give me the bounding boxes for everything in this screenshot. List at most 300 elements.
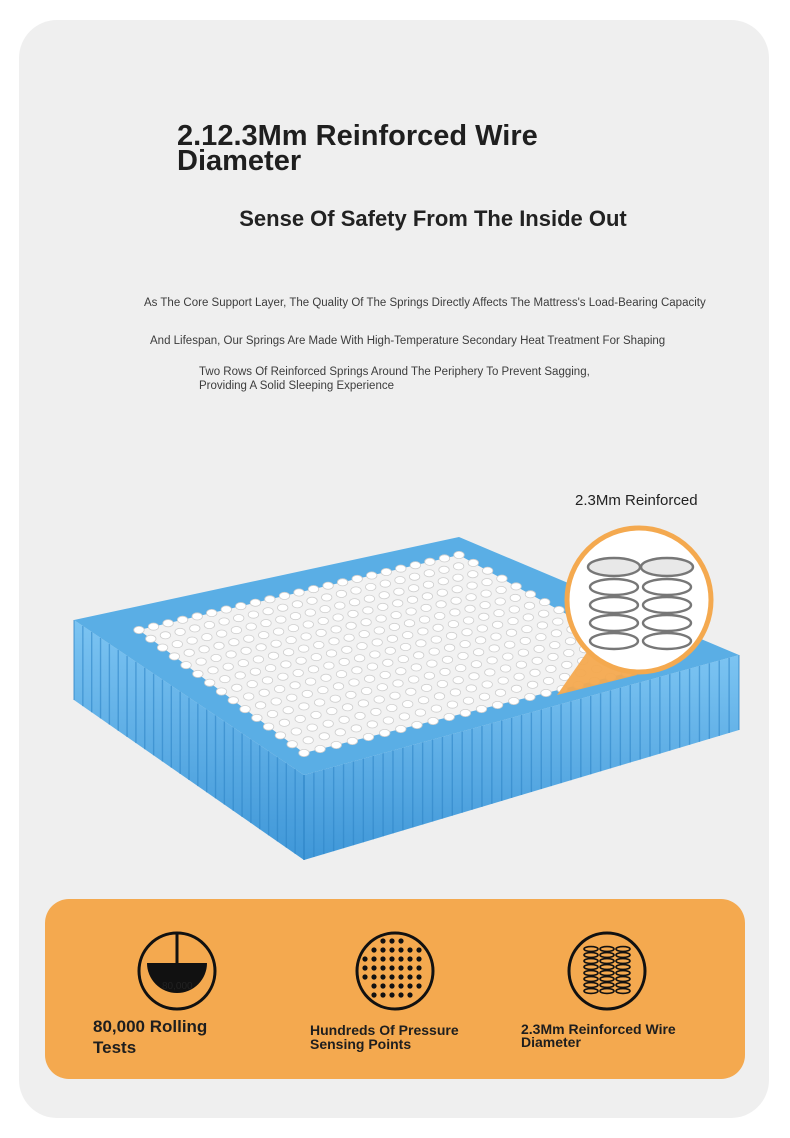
pocket-spring	[256, 644, 266, 651]
pocket-spring	[324, 662, 334, 669]
pocket-spring	[423, 581, 433, 588]
pocket-spring	[500, 665, 510, 672]
pocket-spring	[259, 689, 269, 696]
pocket-spring	[446, 632, 456, 639]
pocket-spring	[511, 685, 521, 692]
pocket-spring	[290, 613, 300, 620]
pocket-spring	[495, 689, 505, 696]
pocket-spring	[409, 585, 419, 592]
pocket-spring	[303, 737, 313, 744]
pocket-spring	[537, 622, 547, 629]
coil-turn	[600, 965, 614, 970]
pocket-spring	[409, 676, 419, 683]
pocket-spring	[311, 654, 321, 661]
pocket-spring	[342, 704, 352, 711]
pocket-spring	[363, 607, 373, 614]
pocket-spring	[335, 729, 345, 736]
pocket-spring	[190, 625, 200, 632]
coil-turn	[616, 947, 630, 952]
pocket-spring	[498, 677, 508, 684]
dot	[371, 947, 376, 952]
dot	[398, 956, 403, 961]
pocket-spring	[437, 680, 447, 687]
pocket-spring	[355, 712, 365, 719]
pocket-spring	[336, 671, 346, 678]
pocket-spring	[540, 599, 550, 606]
pocket-spring	[444, 713, 454, 720]
dots-grid-icon	[353, 929, 437, 1013]
dot	[389, 956, 394, 961]
pocket-spring	[146, 635, 156, 642]
pocket-spring	[403, 701, 413, 708]
dot	[371, 974, 376, 979]
pocket-spring	[532, 657, 542, 664]
pocket-spring	[458, 652, 468, 659]
pocket-spring	[319, 733, 329, 740]
pocket-spring	[231, 627, 241, 634]
pocket-spring	[462, 629, 472, 636]
pocket-spring	[265, 596, 275, 603]
zoom-label: 2.3Mm Reinforced	[575, 492, 698, 509]
dot	[362, 974, 367, 979]
pocket-spring	[439, 566, 449, 573]
pocket-spring	[291, 728, 301, 735]
pocket-spring	[187, 637, 197, 644]
coil-turn	[616, 959, 630, 964]
pocket-spring	[333, 683, 343, 690]
pocket-spring	[509, 697, 519, 704]
pocket-spring	[434, 693, 444, 700]
pocket-spring	[232, 684, 242, 691]
pocket-spring	[267, 710, 277, 717]
pocket-spring	[336, 590, 346, 597]
pocket-spring	[463, 697, 473, 704]
dot	[407, 974, 412, 979]
pocket-spring	[238, 660, 248, 667]
pocket-spring	[414, 652, 424, 659]
pocket-spring	[240, 706, 250, 713]
pocket-spring	[503, 653, 513, 660]
pocket-spring	[541, 689, 551, 696]
pocket-spring	[396, 725, 406, 732]
coil-turn	[584, 947, 598, 952]
pocket-spring	[481, 590, 491, 597]
pocket-spring	[433, 624, 443, 631]
pocket-spring	[389, 623, 399, 630]
pocket-spring	[294, 589, 304, 596]
dot	[416, 947, 421, 952]
pocket-spring	[440, 668, 450, 675]
pocket-spring	[287, 741, 297, 748]
coil-turn	[584, 959, 598, 964]
pocket-spring	[292, 601, 302, 608]
pocket-spring	[299, 645, 309, 652]
coil-turn	[584, 971, 598, 976]
pocket-spring	[422, 593, 432, 600]
pocket-spring	[421, 604, 431, 611]
coil-turn	[584, 965, 598, 970]
pocket-spring	[181, 662, 191, 669]
dot	[371, 992, 376, 997]
pocket-spring	[314, 641, 324, 648]
pocket-spring	[473, 649, 483, 656]
pocket-spring	[378, 603, 388, 610]
pocket-spring	[452, 586, 462, 593]
pocket-spring	[534, 645, 544, 652]
pocket-spring	[263, 723, 273, 730]
coil-turn	[616, 983, 630, 988]
dot	[389, 983, 394, 988]
pocket-spring	[279, 592, 289, 599]
pocket-spring	[428, 717, 438, 724]
dot	[398, 938, 403, 943]
pocket-spring	[492, 701, 502, 708]
dot	[407, 965, 412, 970]
pocket-spring	[308, 586, 318, 593]
coil-turn	[600, 989, 614, 994]
dot	[371, 965, 376, 970]
dot	[380, 938, 385, 943]
pocket-spring	[357, 643, 367, 650]
coil-turn	[584, 953, 598, 958]
pocket-spring	[425, 558, 435, 565]
pocket-spring	[518, 649, 528, 656]
dot	[407, 983, 412, 988]
pocket-spring	[250, 599, 260, 606]
pocket-spring	[407, 596, 417, 603]
pocket-spring	[205, 679, 215, 686]
pocket-spring	[286, 637, 296, 644]
pocket-spring	[337, 579, 347, 586]
pocket-spring	[211, 654, 221, 661]
pocket-spring	[511, 583, 521, 590]
coil-turn	[616, 965, 630, 970]
pocket-spring	[421, 684, 431, 691]
pocket-spring	[525, 693, 535, 700]
pocket-spring	[410, 562, 420, 569]
pocket-spring	[439, 555, 449, 562]
dots-grid-pattern	[362, 938, 421, 997]
pocket-spring	[381, 568, 391, 575]
pocket-spring	[380, 729, 390, 736]
pocket-spring	[148, 623, 158, 630]
dot	[380, 974, 385, 979]
feature-1-line-2: Tests	[93, 1038, 137, 1057]
pocket-spring	[482, 681, 492, 688]
feature-wire-diameter	[521, 1023, 711, 1049]
page-title: 2.12.3Mm Reinforced Wire Diameter	[177, 120, 538, 177]
pocket-spring	[244, 693, 254, 700]
feature-3-line-1: 2.3Mm Reinforced Wire	[521, 1021, 676, 1037]
pocket-spring	[456, 665, 466, 672]
pocket-spring	[261, 620, 271, 627]
pocket-spring	[543, 677, 553, 684]
pocket-spring	[479, 693, 489, 700]
pocket-spring	[229, 639, 239, 646]
pocket-spring	[347, 737, 357, 744]
pocket-spring	[305, 678, 315, 685]
dot	[371, 983, 376, 988]
pocket-spring	[393, 600, 403, 607]
pocket-spring	[252, 714, 262, 721]
pressure-gauge-icon	[135, 929, 219, 1013]
pocket-spring	[316, 629, 326, 636]
pocket-spring	[169, 653, 179, 660]
pocket-spring	[415, 709, 425, 716]
dot	[398, 965, 403, 970]
pocket-spring	[244, 635, 254, 642]
pocket-spring	[208, 667, 218, 674]
pocket-spring	[342, 646, 352, 653]
pocket-spring	[311, 711, 321, 718]
pocket-spring	[424, 570, 434, 577]
pocket-spring	[460, 709, 470, 716]
pocket-spring	[450, 609, 460, 616]
pocket-spring	[199, 646, 209, 653]
pocket-spring	[283, 649, 293, 656]
pocket-spring	[330, 695, 340, 702]
feature-pressure-points	[310, 1023, 500, 1051]
pocket-spring	[468, 559, 478, 566]
pocket-spring	[273, 628, 283, 635]
pocket-spring	[475, 637, 485, 644]
pocket-spring	[331, 626, 341, 633]
pocket-spring	[489, 645, 499, 652]
pocket-spring	[460, 641, 470, 648]
pocket-spring	[450, 689, 460, 696]
feature-1-line-1: 80,000 Rolling	[93, 1017, 208, 1036]
pocket-spring	[536, 634, 546, 641]
pocket-spring	[193, 670, 203, 677]
pocket-spring	[271, 698, 281, 705]
pocket-spring	[448, 621, 458, 628]
pocket-spring	[370, 651, 380, 658]
pocket-spring	[409, 573, 419, 580]
pocket-spring	[453, 574, 463, 581]
pocket-spring	[346, 622, 356, 629]
pocket-spring	[216, 688, 226, 695]
pocket-spring	[305, 609, 315, 616]
pocket-spring	[349, 599, 359, 606]
pocket-spring	[406, 608, 416, 615]
pocket-spring	[453, 563, 463, 570]
pocket-spring	[383, 717, 393, 724]
pocket-spring	[351, 587, 361, 594]
coil-turn	[600, 971, 614, 976]
pocket-spring	[380, 580, 390, 587]
pocket-spring	[192, 613, 202, 620]
pocket-spring	[259, 632, 269, 639]
pocket-spring	[234, 615, 244, 622]
dot	[362, 965, 367, 970]
pocket-spring	[485, 669, 495, 676]
pocket-spring	[221, 606, 231, 613]
pocket-spring	[385, 647, 395, 654]
pocket-spring	[290, 682, 300, 689]
pocket-spring	[207, 609, 217, 616]
pocket-spring	[329, 638, 339, 645]
coil-turn	[600, 953, 614, 958]
dot	[389, 947, 394, 952]
pocket-spring	[246, 623, 256, 630]
pocket-spring	[358, 700, 368, 707]
pocket-spring	[396, 565, 406, 572]
pocket-spring	[247, 681, 257, 688]
pocket-spring	[482, 579, 492, 586]
pocket-spring	[134, 626, 144, 633]
pocket-spring	[372, 639, 382, 646]
pocket-spring	[354, 655, 364, 662]
pocket-spring	[466, 594, 476, 601]
pocket-spring	[451, 597, 461, 604]
dot	[398, 974, 403, 979]
pocket-spring	[497, 575, 507, 582]
pocket-spring	[495, 598, 505, 605]
pocket-spring	[514, 673, 524, 680]
dot	[380, 992, 385, 997]
spring-coils-icon	[565, 929, 649, 1013]
pocket-spring	[454, 551, 464, 558]
pocket-spring	[508, 618, 518, 625]
pocket-spring	[522, 626, 532, 633]
pocket-spring	[411, 664, 421, 671]
pocket-spring	[471, 661, 481, 668]
pocket-spring	[276, 616, 286, 623]
coil-turn	[616, 971, 630, 976]
pocket-spring	[184, 649, 194, 656]
description-line-2: And Lifespan, Our Springs Are Made With High-Temperature Secondary Heat Treatment For Shaping	[150, 335, 666, 347]
pocket-spring	[371, 708, 381, 715]
pocket-spring	[279, 719, 289, 726]
pocket-spring	[465, 605, 475, 612]
pocket-spring	[494, 610, 504, 617]
pocket-spring	[383, 659, 393, 666]
description-line-3b: Providing A Solid Sleeping Experience	[199, 379, 394, 392]
pocket-spring	[228, 697, 238, 704]
pocket-spring	[339, 658, 349, 665]
pocket-spring	[271, 640, 281, 647]
pocket-spring	[442, 656, 452, 663]
pocket-spring	[444, 644, 454, 651]
pocket-spring	[366, 583, 376, 590]
pocket-spring	[418, 628, 428, 635]
pocket-spring	[301, 633, 311, 640]
pocket-spring	[322, 594, 332, 601]
pocket-spring	[412, 721, 422, 728]
pocket-spring	[308, 666, 318, 673]
page-subtitle: Sense Of Safety From The Inside Out	[239, 206, 627, 231]
pocket-spring	[527, 681, 537, 688]
pocket-spring	[436, 601, 446, 608]
pocket-spring	[307, 597, 317, 604]
pocket-spring	[525, 591, 535, 598]
pocket-spring	[424, 672, 434, 679]
pocket-spring	[516, 661, 526, 668]
pocket-spring	[510, 594, 520, 601]
pocket-spring	[404, 620, 414, 627]
pocket-spring	[281, 661, 291, 668]
pocket-spring	[339, 716, 349, 723]
pocket-spring	[429, 648, 439, 655]
pocket-spring	[395, 577, 405, 584]
pocket-spring	[387, 704, 397, 711]
dot	[380, 947, 385, 952]
pocket-spring	[157, 644, 167, 651]
coil-turn	[616, 977, 630, 982]
pocket-spring	[204, 621, 214, 628]
dot	[380, 983, 385, 988]
pocket-spring	[302, 690, 312, 697]
pocket-spring	[163, 620, 173, 627]
pocket-spring	[398, 656, 408, 663]
pocket-spring	[327, 708, 337, 715]
pocket-spring	[314, 699, 324, 706]
dot	[389, 938, 394, 943]
pocket-spring	[477, 625, 487, 632]
pocket-spring	[506, 629, 516, 636]
pocket-spring	[467, 582, 477, 589]
dot	[407, 992, 412, 997]
pocket-spring	[435, 612, 445, 619]
pocket-spring	[326, 650, 336, 657]
dot	[407, 956, 412, 961]
dot	[416, 965, 421, 970]
pocket-spring	[278, 604, 288, 611]
pocket-spring	[220, 676, 230, 683]
pocket-spring	[349, 679, 359, 686]
features-bar	[45, 899, 745, 1079]
pocket-spring	[175, 628, 185, 635]
pocket-spring	[463, 617, 473, 624]
pocket-spring	[255, 702, 265, 709]
dot	[416, 974, 421, 979]
pocket-spring	[379, 592, 389, 599]
pocket-spring	[214, 642, 224, 649]
pocket-spring	[268, 652, 278, 659]
pocket-spring	[482, 567, 492, 574]
pocket-spring	[274, 685, 284, 692]
pocket-spring	[307, 724, 317, 731]
pocket-spring	[377, 684, 387, 691]
pocket-spring	[520, 637, 530, 644]
feature-rolling-tests	[93, 1016, 263, 1058]
pocket-spring	[363, 733, 373, 740]
pocket-spring	[196, 658, 206, 665]
pocket-spring	[352, 667, 362, 674]
pocket-spring	[361, 619, 371, 626]
pocket-spring	[530, 669, 540, 676]
pocket-spring	[320, 606, 330, 613]
pocket-spring	[491, 633, 501, 640]
pocket-spring	[496, 586, 506, 593]
pocket-spring	[524, 602, 534, 609]
description-line-1: As The Core Support Layer, The Quality Of The Springs Directly Affects The Mattress's Load-Bearing Capacity	[144, 297, 706, 309]
pocket-spring	[348, 610, 358, 617]
pocket-spring	[416, 640, 426, 647]
pocket-spring	[396, 668, 406, 675]
pocket-spring	[548, 653, 558, 660]
pocket-spring	[262, 677, 272, 684]
pocket-spring	[376, 615, 386, 622]
pocket-spring	[427, 660, 437, 667]
pocket-spring	[288, 625, 298, 632]
pocket-spring	[437, 589, 447, 596]
pocket-spring	[387, 635, 397, 642]
pocket-spring	[299, 749, 309, 756]
dot	[389, 992, 394, 997]
pocket-spring	[303, 621, 313, 628]
pocket-spring	[476, 705, 486, 712]
